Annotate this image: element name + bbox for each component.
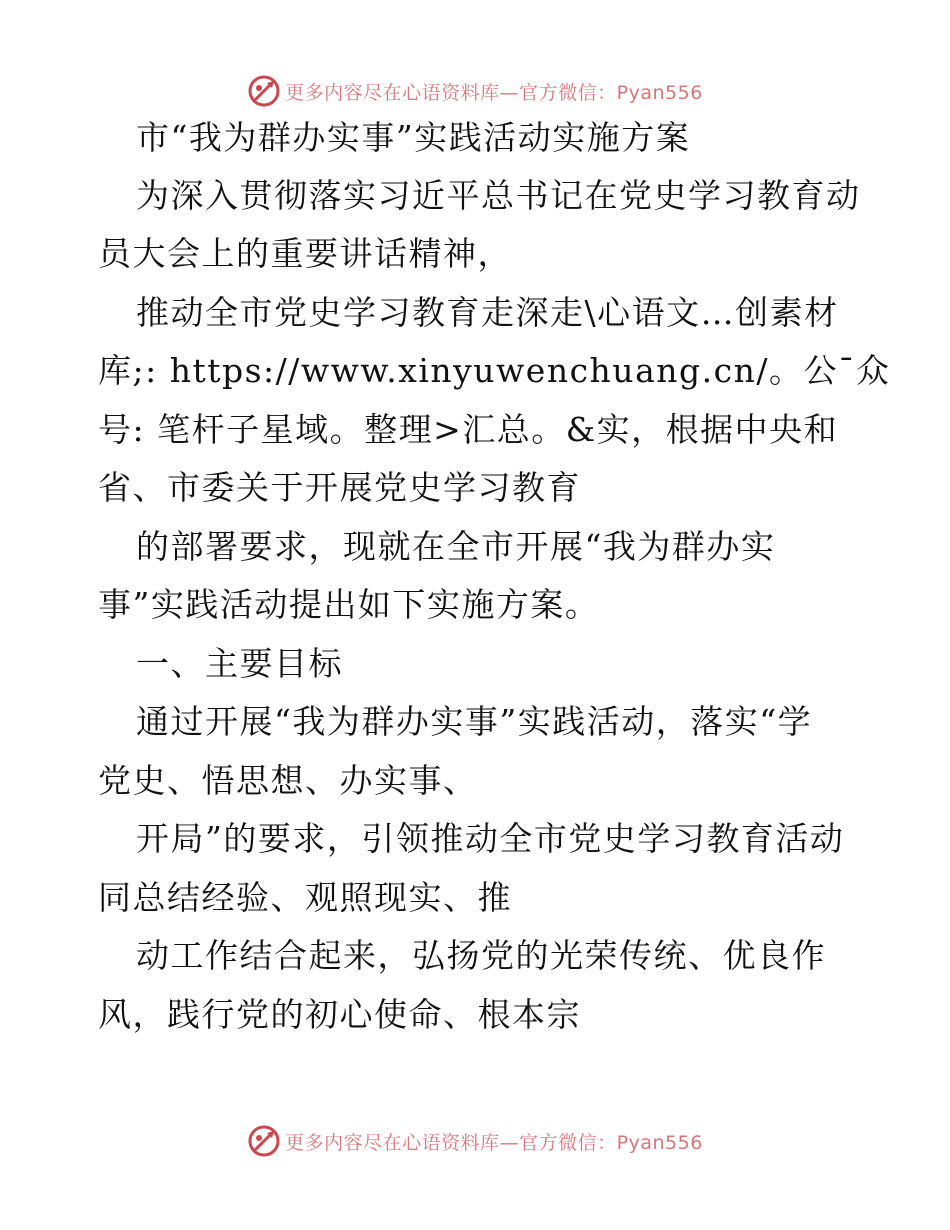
paragraph-line: 省、市委关于开展党史学习教育 xyxy=(98,468,581,507)
paragraph-line: 号: 笔杆子星域。整理>汇总。&实，根据中央和 xyxy=(98,410,839,449)
paragraph-line: 同总结经验、观照现实、推 xyxy=(98,878,512,917)
doc-title-line: 市“我为群办实事”实践活动实施方案 xyxy=(136,118,691,157)
quill-seal-icon xyxy=(247,74,281,108)
paragraph-line: 库;: https://www.xinyuwenchuang.cn/。公¯众 xyxy=(98,351,891,390)
quill-seal-icon xyxy=(247,1124,281,1158)
paragraph-line: 员大会上的重要讲话精神， xyxy=(98,234,512,273)
footer-banner-text: 更多内容尽在心语资料库—官方微信：Pyan556 xyxy=(285,1131,703,1154)
paragraph-line: 风，践行党的初心使命、根本宗 xyxy=(98,995,581,1034)
paragraph-line: 的部署要求，现就在全市开展“我为群办实 xyxy=(136,527,776,566)
section-heading: 一、主要目标 xyxy=(136,644,343,683)
paragraph-line: 为深入贯彻落实习近平总书记在党史学习教育动 xyxy=(136,176,861,215)
paragraph-line: 推动全市党史学习教育走深走\心语文…创素材 xyxy=(136,293,839,332)
footer-banner xyxy=(0,1121,950,1161)
paragraph-line: 事”实践活动提出如下实施方案。 xyxy=(98,585,600,624)
paragraph-line: 动工作结合起来，弘扬党的光荣传统、优良作 xyxy=(136,936,826,975)
header-banner-text: 更多内容尽在心语资料库—官方微信：Pyan556 xyxy=(285,81,703,104)
paragraph-line: 开局”的要求，引领推动全市党史学习教育活动 xyxy=(136,819,845,858)
header-banner xyxy=(0,71,950,111)
paragraph-line: 党史、悟思想、办实事、 xyxy=(98,761,478,800)
paragraph-line: 通过开展“我为群办实事”实践活动，落实“学 xyxy=(136,702,813,741)
